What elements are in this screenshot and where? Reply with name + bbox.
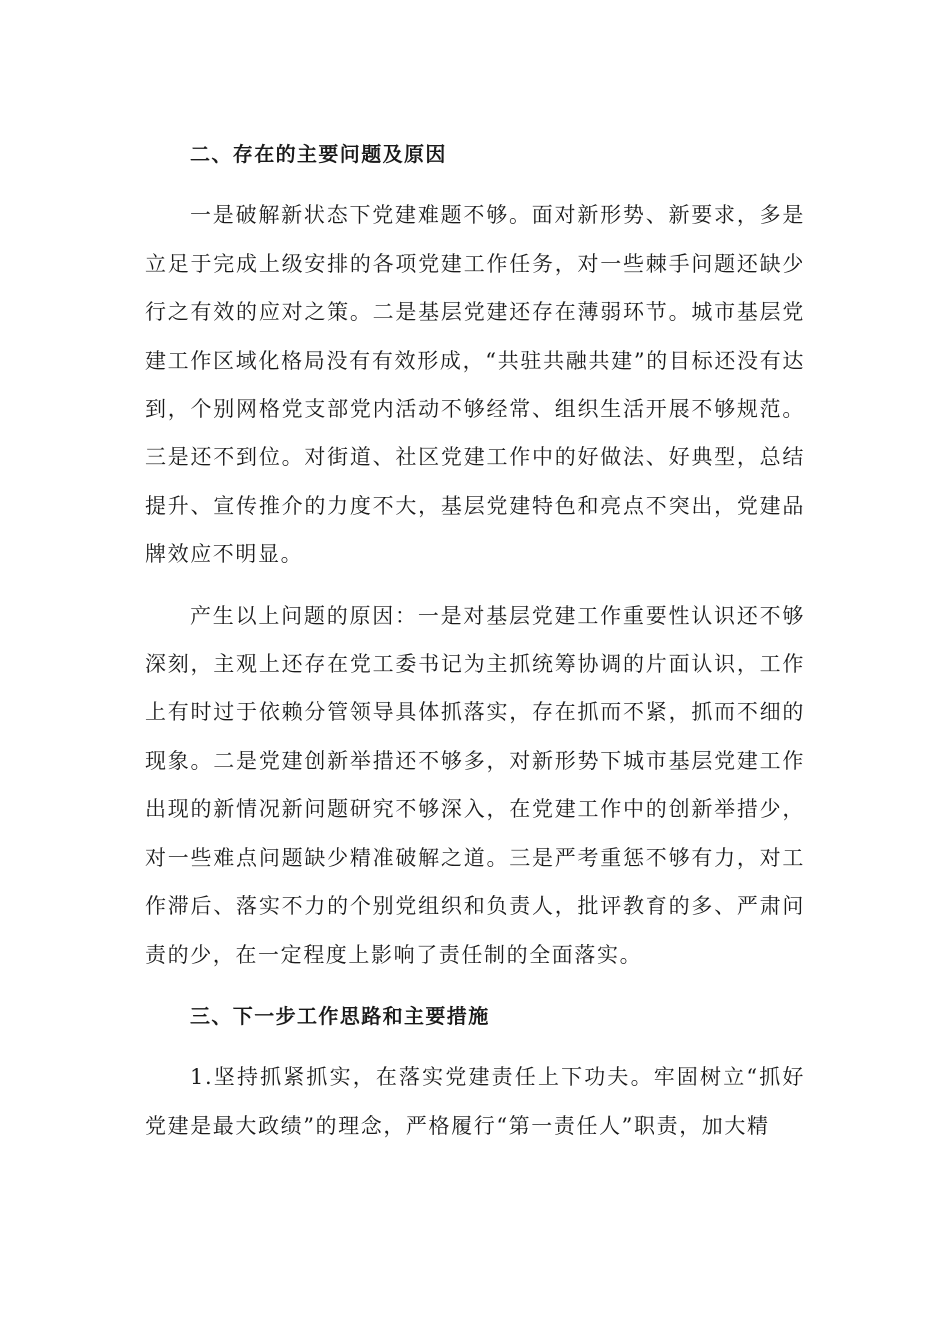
section-heading-next-steps: 三、下一步工作思路和主要措施 bbox=[190, 1003, 490, 1028]
paragraph-problems: 一是破解新状态下党建难题不够。面对新形势、新要求，多是立足于完成上级安排的各项党建工作任务，对一些棘手问题还缺少行之有效的应对之策。二是基层党建还存在薄弱环节。城市基层党建工作区域化格局没有有效形成，“共驻共融共建”的目标还没有达到，个别网格党支部党内活动不够经常、组织生活开展不够规范。三是还不到位。对街道、社区党建工作中的好做法、好典型，总结提升、宣传推介的力度不大，基层党建特色和亮点不突出，党建品牌效应不明显。 bbox=[145, 203, 805, 567]
document-body bbox=[145, 130, 805, 1163]
paragraph-measure-1: 1.坚持抓紧抓实，在落实党建责任上下功夫。牢固树立“抓好党建是最大政绩”的理念，严格履行“第一责任人”职责，加大精 bbox=[145, 1065, 805, 1138]
paragraph-causes: 产生以上问题的原因：一是对基层党建工作重要性认识还不够深刻，主观上还存在党工委书记为主抓统筹协调的片面认识，工作上有时过于依赖分管领导具体抓落实，存在抓而不紧，抓而不细的现象。二是党建创新举措还不够多，对新形势下城市基层党建工作出现的新情况新问题研究不够深入，在党建工作中的创新举措少，对一些难点问题缺少精准破解之道。三是严考重惩不够有力，对工作滞后、落实不力的个别党组织和负责人，批评教育的多、严肃问责的少，在一定程度上影响了责任制的全面落实。 bbox=[145, 603, 805, 967]
section-heading-problems: 二、存在的主要问题及原因 bbox=[190, 142, 447, 166]
